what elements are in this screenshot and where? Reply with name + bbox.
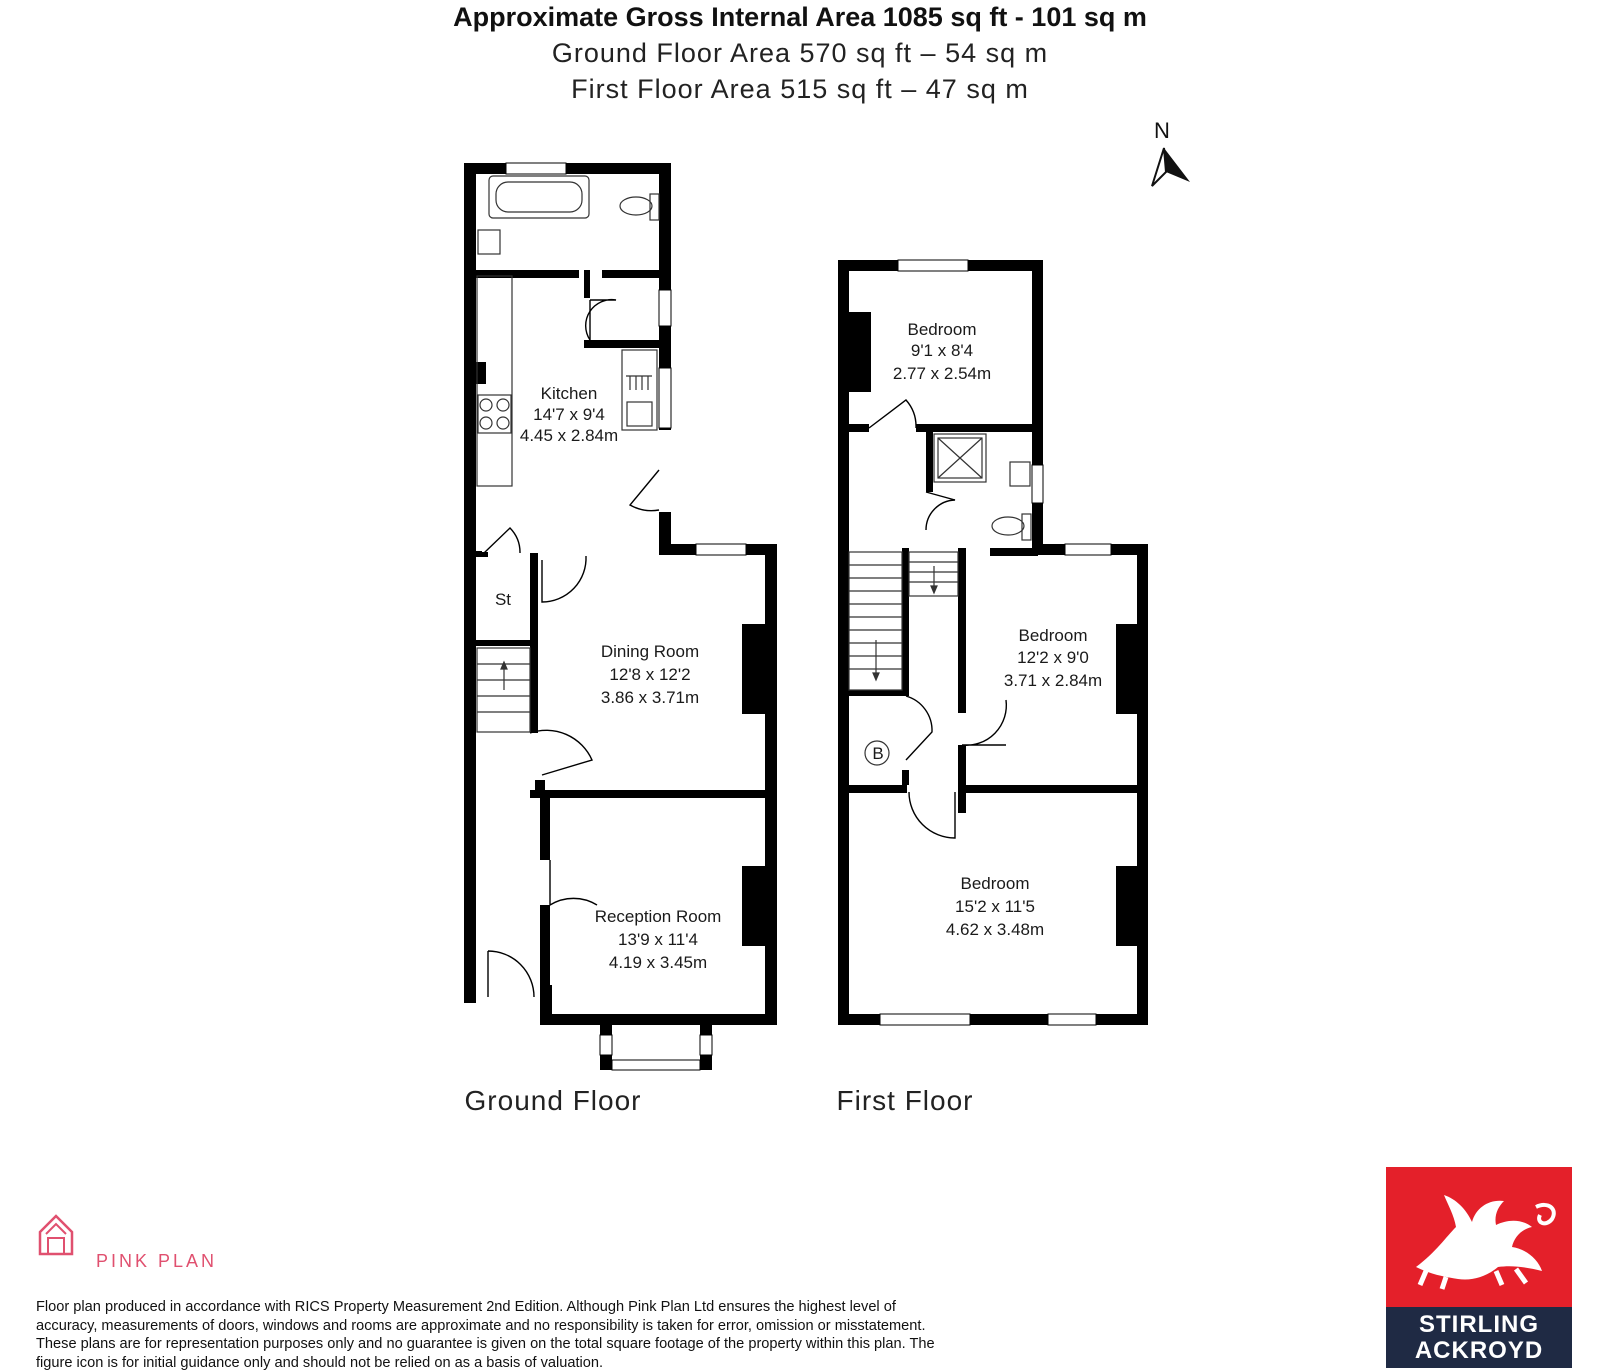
bedroom-2-metric: 3.71 x 2.84m [1003, 671, 1103, 690]
ground-floor-area: Ground Floor Area 570 sq ft – 54 sq m [551, 38, 1049, 68]
kitchen-name: Kitchen [540, 384, 598, 403]
bedroom-1-name: Bedroom [907, 320, 977, 339]
bedroom-2-name: Bedroom [1018, 626, 1088, 645]
reception-room-metric: 4.19 x 3.45m [608, 953, 708, 972]
bedroom-3-metric: 4.62 x 3.48m [945, 920, 1045, 939]
bedroom-1-imperial: 9'1 x 8'4 [910, 341, 974, 360]
dining-room-imperial: 12'8 x 12'2 [609, 665, 691, 684]
bedroom-1-metric: 2.77 x 2.54m [892, 364, 992, 383]
north-arrow-icon [1152, 118, 1190, 186]
toilet-icon [992, 517, 1024, 535]
dining-room-name: Dining Room [600, 642, 700, 661]
pink-plan-brand: PINK PLAN [96, 1251, 218, 1271]
stirling-ackroyd-logo [1386, 1167, 1572, 1368]
bedroom-3-imperial: 15'2 x 11'5 [955, 897, 1035, 916]
dining-room-metric: 3.86 x 3.71m [600, 688, 700, 707]
griffin-emblem [1386, 1167, 1572, 1307]
area-title: Approximate Gross Internal Area 1085 sq ft - 101 sq m [453, 2, 1147, 32]
griffin-icon [1386, 1167, 1572, 1307]
reception-room-name: Reception Room [594, 907, 722, 926]
ground-floor-label: Ground Floor [464, 1085, 642, 1116]
bedroom-3-name: Bedroom [960, 874, 1030, 893]
kitchen-imperial: 14'7 x 9'4 [533, 405, 605, 424]
kitchen-metric: 4.45 x 2.84m [519, 426, 619, 445]
first-floor-fixtures [849, 434, 1031, 765]
toilet-icon [620, 197, 652, 215]
basin-icon [478, 230, 500, 254]
first-floor-labels [837, 320, 1103, 1116]
hob-icon [480, 399, 492, 411]
compass-label: N [1154, 118, 1170, 143]
reception-room-imperial: 13'9 x 11'4 [618, 930, 698, 949]
bedroom-2-imperial: 12'2 x 9'0 [1017, 648, 1089, 667]
first-floor-area: First Floor Area 515 sq ft – 47 sq m [571, 74, 1029, 104]
agent-name-line2: ACKROYD [1414, 1337, 1544, 1364]
agent-name-line1: STIRLING [1419, 1311, 1539, 1338]
first-floor-label: First Floor [836, 1085, 974, 1116]
disclaimer-text: Floor plan produced in accordance with RICS Property Measurement 2nd Edition. Although Pink Plan Ltd ensures the highest level of accuracy, measurements of doors, windows and rooms are approximate and no responsibility is taken for error, omission or misstatement. These plans are for representation purposes only and no guarantee is given on the total square footage of the property within this plan. The figure icon is for initial guidance only and should not be relied on as a basis of valuation. [36, 1299, 935, 1371]
store-name: St [494, 590, 512, 609]
basin-icon [1010, 462, 1030, 486]
boiler-label: B [872, 744, 884, 763]
